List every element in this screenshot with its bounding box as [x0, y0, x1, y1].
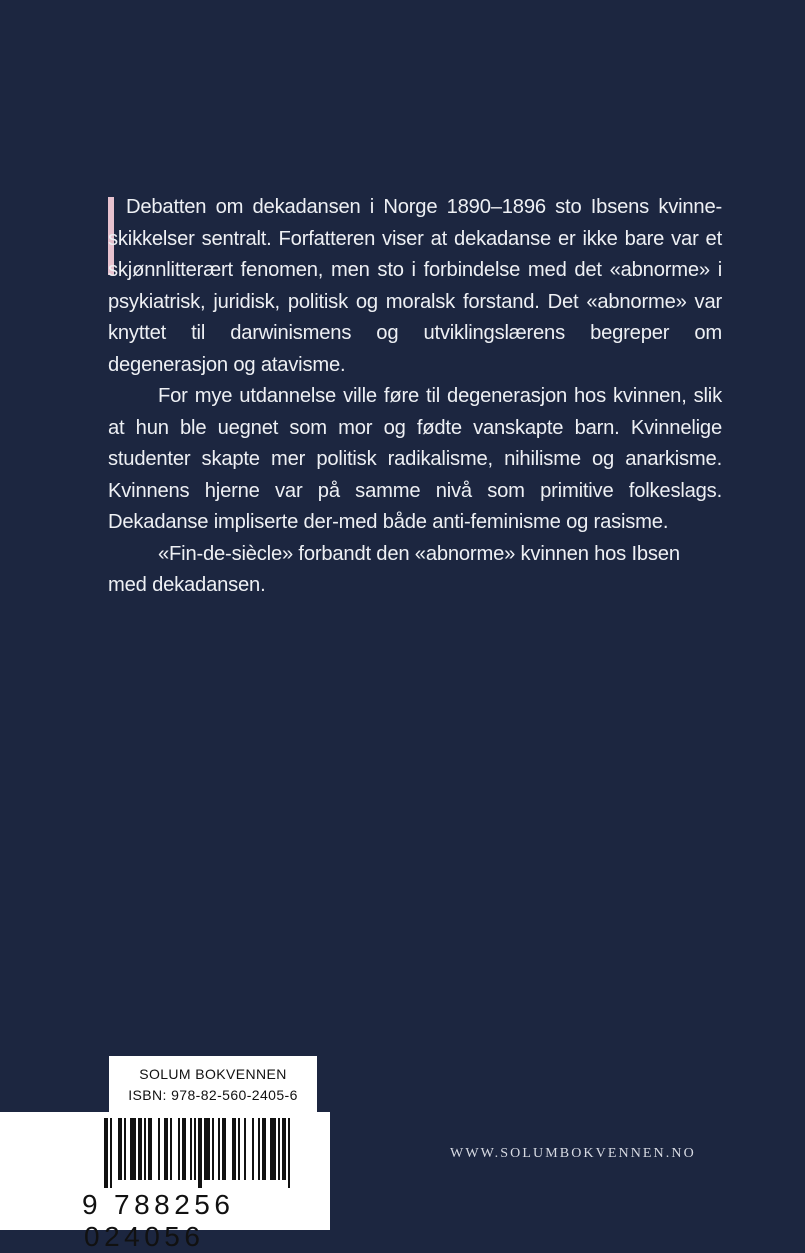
publisher-name: SOLUM BOKVENNEN — [139, 1066, 287, 1082]
barcode-bar — [182, 1118, 186, 1180]
barcode-bar — [222, 1118, 226, 1180]
barcode-bar — [288, 1118, 290, 1188]
barcode-bars — [0, 1112, 330, 1192]
barcode-bar — [194, 1118, 196, 1180]
isbn-label — [109, 1056, 317, 1112]
barcode-bar — [270, 1118, 276, 1180]
barcode-bar — [278, 1118, 280, 1180]
barcode-bar — [110, 1118, 112, 1188]
barcode-bar — [252, 1118, 254, 1180]
barcode-bar — [124, 1118, 126, 1180]
blurb-paragraph-2: For mye utdannelse ville føre til degenerasjon hos kvinnen, slik at hun ble uegnet som mor og fødte vanskapte barn. Kvinnelige studenter skapte mer politisk radikalisme, nihilisme og anarkisme. Kvinnens hjerne var på samme nivå som primitive folkeslags. Dekadanse impliserte der-med både anti-feminisme og rasisme. — [108, 385, 722, 533]
barcode-bar — [104, 1118, 108, 1188]
barcode — [0, 1112, 330, 1252]
barcode-bar — [118, 1118, 122, 1180]
blurb-paragraph-3: «Fin-de-siècle» forbandt den «abnorme» kvinnen hos Ibsen med dekadansen. — [108, 542, 680, 596]
blurb-paragraph-1: Debatten om dekadansen i Norge 1890–1896 sto Ibsens kvinne-skikkelser sentralt. Forfatteren viser at dekadanse er ikke bare var et skjønnlitterært fenomen, men sto i forbindelse med det «abnorme» i psykiatrisk, juridisk, politisk og moralsk forstand. Det «abnorme» var knyttet til darwinismens og utviklingslærens begreper om degenerasjon og atavisme. — [108, 196, 722, 376]
barcode-bar — [238, 1118, 240, 1180]
barcode-bar — [212, 1118, 214, 1180]
barcode-bar — [232, 1118, 236, 1180]
isbn-number: ISBN: 978-82-560-2405-6 — [128, 1087, 298, 1103]
barcode-bar — [138, 1118, 142, 1180]
barcode-bar — [178, 1118, 180, 1180]
barcode-bar — [144, 1118, 146, 1180]
barcode-bar — [190, 1118, 192, 1180]
barcode-digits — [84, 1189, 330, 1253]
barcode-bar — [218, 1118, 220, 1180]
barcode-bar — [158, 1118, 160, 1180]
barcode-bar — [170, 1118, 172, 1180]
barcode-bar — [204, 1118, 210, 1180]
barcode-bar — [130, 1118, 136, 1180]
barcode-bar — [262, 1118, 266, 1180]
barcode-bar — [164, 1118, 168, 1180]
back-cover-blurb — [108, 192, 722, 602]
barcode-lead-digit: 9 — [82, 1189, 103, 1220]
barcode-number: 788256 024056 — [84, 1189, 235, 1252]
barcode-bar — [148, 1118, 152, 1180]
barcode-bar — [282, 1118, 286, 1180]
barcode-bar — [244, 1118, 246, 1180]
barcode-bar — [258, 1118, 260, 1180]
barcode-bar — [198, 1118, 202, 1188]
publisher-website: WWW.SOLUMBOKVENNEN.NO — [450, 1146, 696, 1161]
